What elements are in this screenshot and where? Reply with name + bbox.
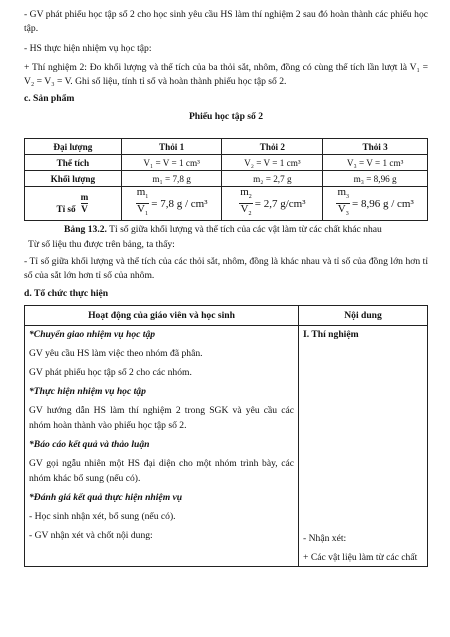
worksheet-table [24,138,428,221]
ratio-label-prefix: Tỉ số [56,203,76,214]
worksheet-volume-row [25,155,428,171]
worksheet-header-cell: Thỏi 3 [323,139,428,155]
worksheet-header-cell: Đại lượng [25,139,122,155]
intro-paragraph-2: - HS thực hiện nhiệm vụ học tập: [24,42,152,54]
worksheet-mass-row [25,171,428,187]
activity-step-heading: *Chuyển giao nhiệm vụ học tập [29,328,156,340]
worksheet-header-row [25,139,428,155]
section-d-heading: d. Tổ chức thực hiện [24,287,109,299]
ratio-cell: $\frac{m_2}{V_2}$ = 2,7 g/cm³ [222,187,323,221]
ratio-value: = 8,96 g / cm³ [352,197,414,210]
after-paragraph-1: Từ số liệu thu được trên bảng, ta thấy: [28,238,175,250]
worksheet-header-cell: Thỏi 1 [121,139,222,155]
table-caption: Bảng 13.2. Tỉ số giữa khối lượng và thể tích của các vật làm từ các chất khác nhau [64,224,382,236]
mass-cell: m₃ = 8,96 g [323,171,428,187]
ratio-cell: $\frac{m_1}{V_1}$ = 7,8 g / cm³ [121,187,222,221]
activity-body-row [25,325,428,566]
worksheet-header-cell: Thỏi 2 [222,139,323,155]
content-heading: I. Thí nghiệm [303,328,359,340]
activity-text: GV phát phiếu học tập số 2 cho các nhóm. [29,366,192,378]
section-c-heading: c. Sản phẩm [24,93,75,105]
ratio-value: = 2,7 g/cm³ [254,197,306,210]
activity-text: GV yêu cầu HS làm việc theo nhóm đã phân. [29,347,203,359]
row-label: Thể tích [25,155,122,171]
activity-text: - GV nhận xét và chốt nội dung: [29,529,153,541]
content-text: + Các vật liệu làm từ các chất [303,551,418,563]
after-paragraph-2: - Tỉ số giữa khối lượng và thể tích của các thỏi sắt, nhôm, đồng là khác nhau và tỉ số của đồng lớn hơn tỉ số của sắt lớn hơn tỉ số của nhôm. [24,256,428,282]
worksheet-ratio-row [25,187,428,221]
activity-step-heading: *Báo cáo kết quả và thảo luận [29,438,150,450]
ratio-label-fraction: m V [80,192,89,215]
row-label: Khối lượng [25,171,122,187]
mass-cell: m₂ = 2,7 g [222,171,323,187]
activity-header-cell: Nội dung [299,305,428,325]
activity-text: GV hướng dẫn HS làm thí nghiệm 2 trong SGK và yêu cầu các nhóm hoàn thành vào phiếu học tập số 2. [29,404,295,431]
activity-header-row [25,305,428,325]
volume-cell: V₁ = V = 1 cm³ [121,155,222,171]
intro-paragraph-1: - GV phát phiếu học tập số 2 cho học sinh yêu cầu HS làm thí nghiệm 2 sau đó hoàn thành các phiếu học tập. [24,9,428,35]
ratio-label-cell [25,187,122,221]
activity-header-cell: Hoạt động của giáo viên và học sinh [25,305,299,325]
document-page [24,8,428,567]
mass-cell: m₁ = 7,8 g [121,171,222,187]
activity-step-heading: *Thực hiện nhiệm vụ học tập [29,385,146,397]
content-text: - Nhận xét: [303,532,347,544]
activity-text: GV gọi ngẫu nhiên một HS đại diện cho một nhóm trình bày, các nhóm khác bổ sung (nếu có). [29,457,295,484]
activity-text: - Học sinh nhận xét, bổ sung (nếu có). [29,510,176,522]
worksheet-title: Phiếu học tập số 2 [188,110,264,122]
activity-table [24,305,428,567]
intro-paragraph-3: + Thí nghiệm 2: Đo khối lượng và thể tích của ba thỏi sắt, nhôm, đồng có cùng thể tích lần lượt là V₁ = V₂ = V₃ = V. Ghi số liệu, tính tỉ số và hoàn thành phiếu học tập số 2. [24,61,428,88]
ratio-cell: $\frac{m_3}{V_3}$ = 8,96 g / cm³ [323,187,428,221]
ratio-value: = 7,8 g / cm³ [151,197,208,210]
activity-left-cell [25,325,299,566]
activity-step-heading: *Đánh giá kết quả thực hiện nhiệm vụ [29,491,183,503]
volume-cell: V₃ = V = 1 cm³ [323,155,428,171]
activity-right-cell [299,325,428,566]
volume-cell: V₂ = V = 1 cm³ [222,155,323,171]
